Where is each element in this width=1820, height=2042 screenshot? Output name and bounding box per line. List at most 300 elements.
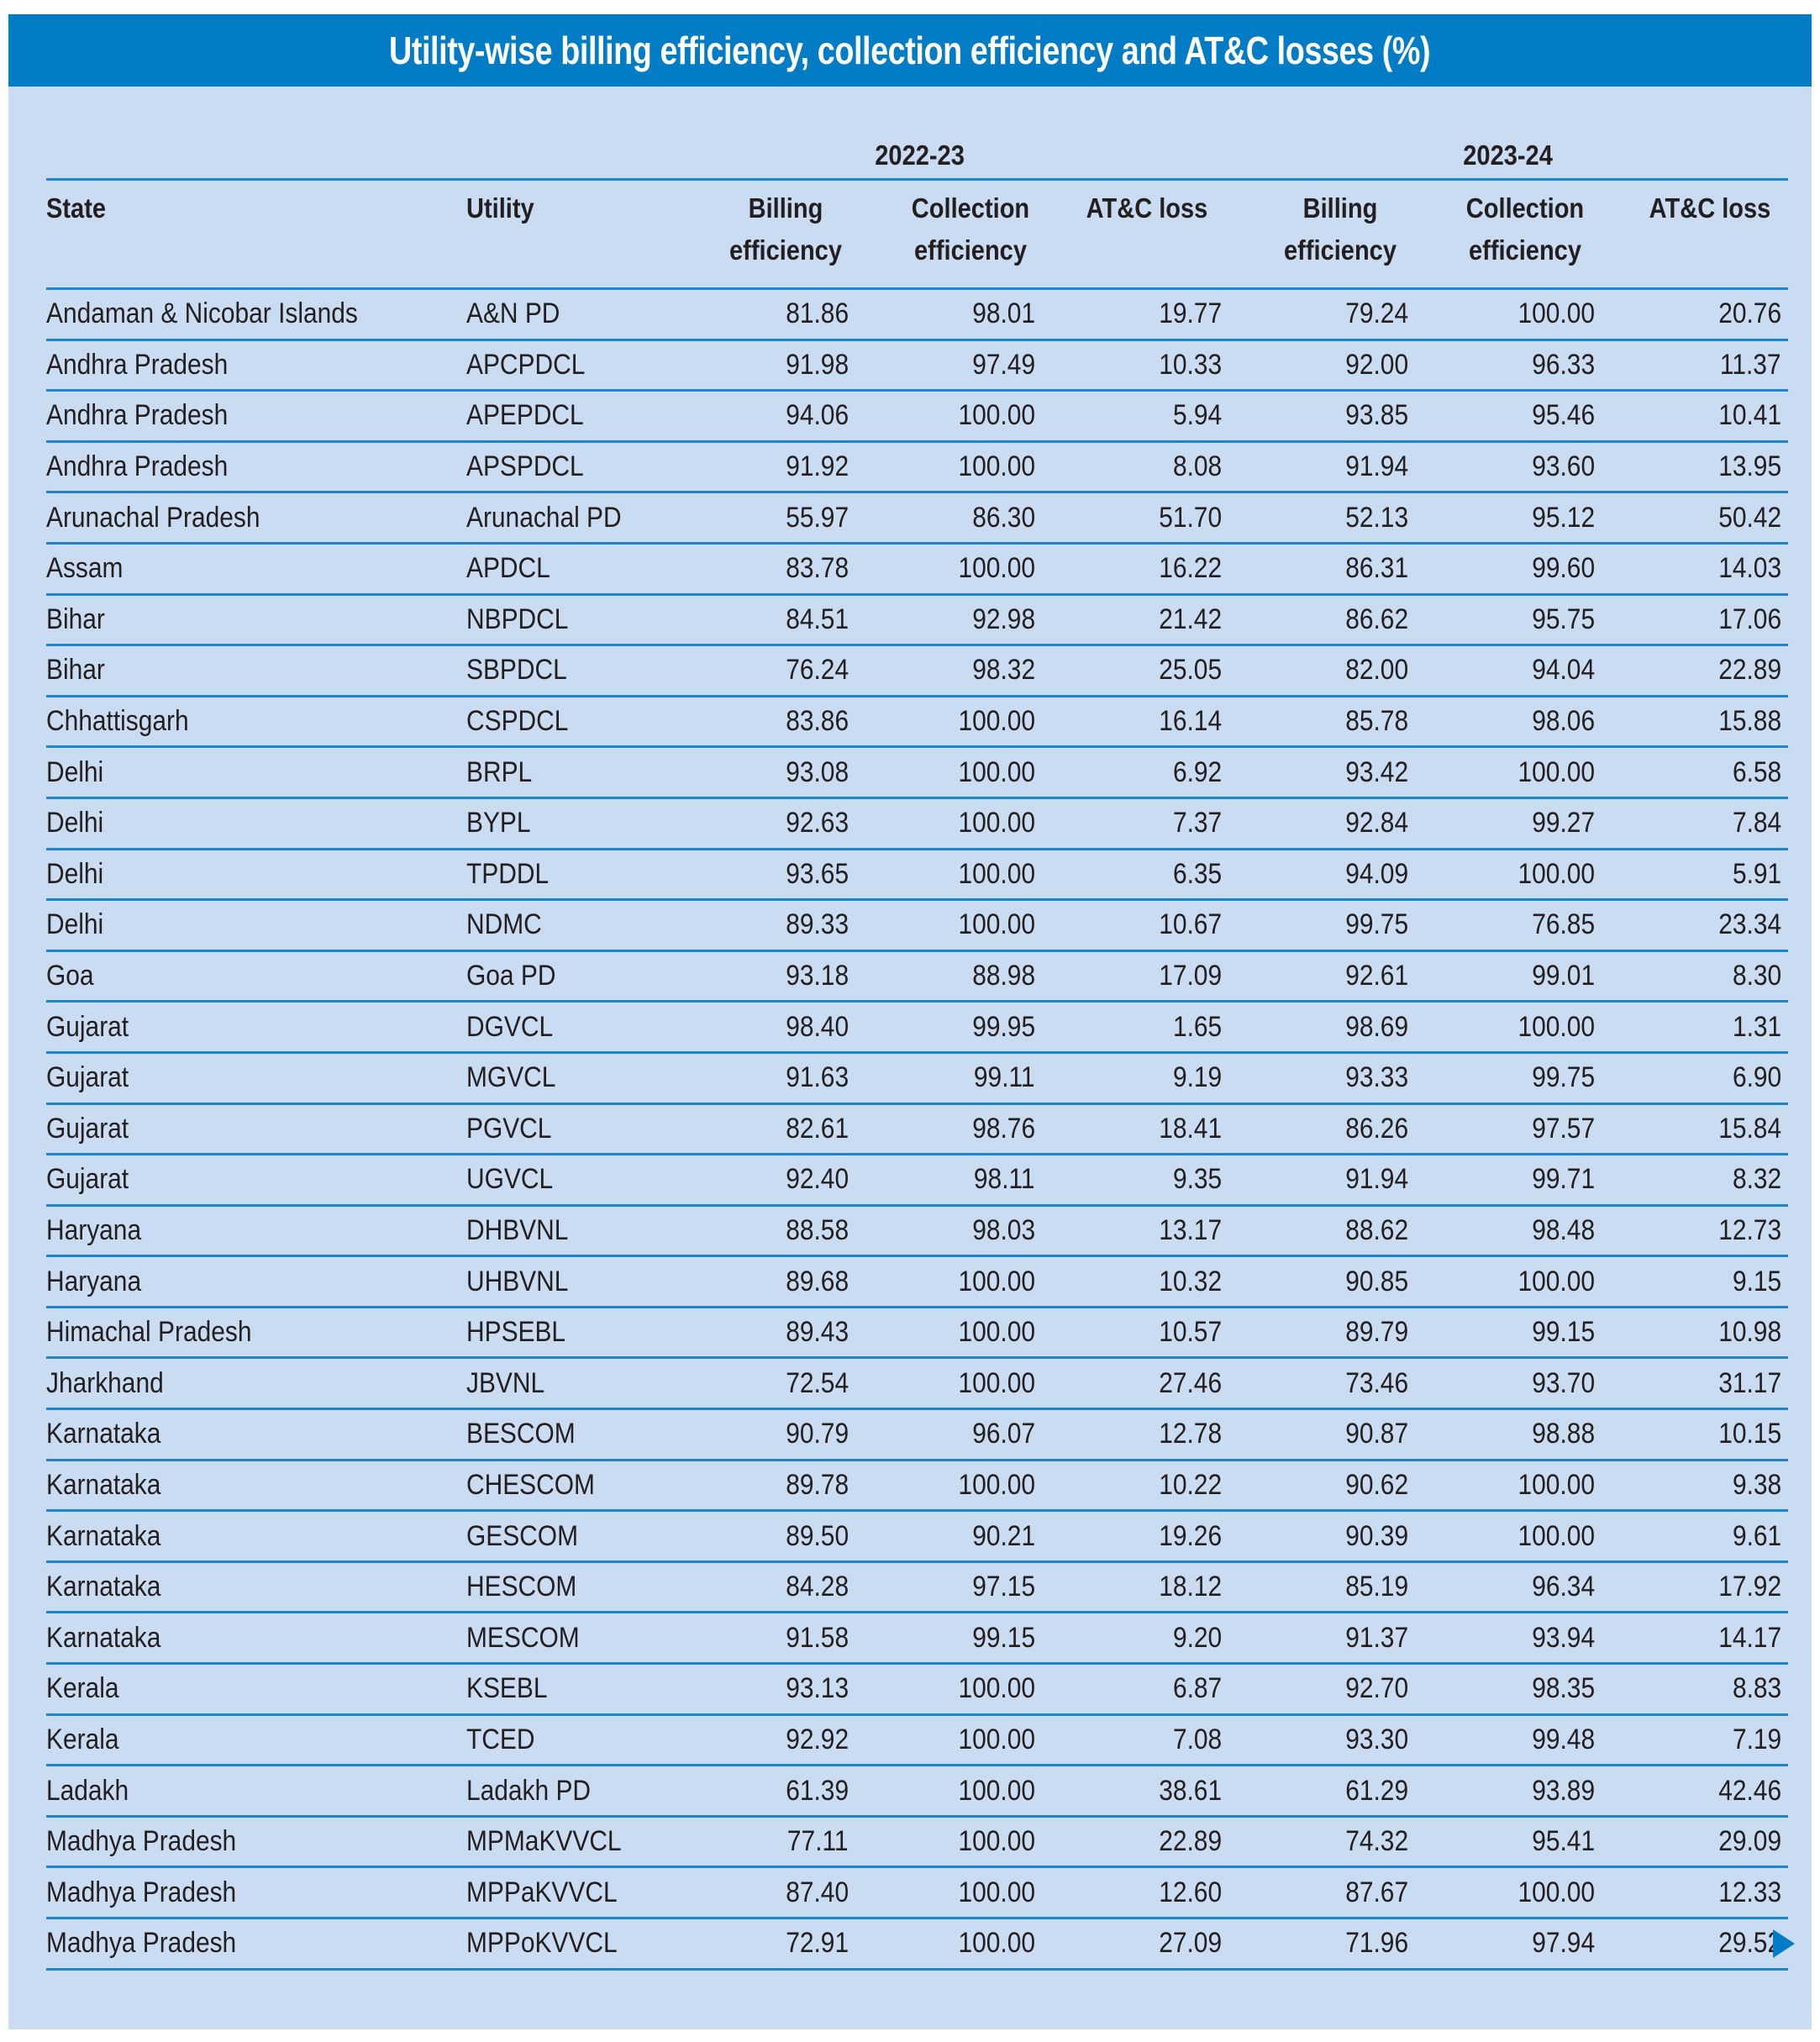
cell-billing-efficiency-2022-23: 94.06	[786, 399, 849, 432]
cell-atc-loss-2022-23: 21.42	[1159, 603, 1222, 635]
cell-atc-loss-2023-24: 9.61	[1732, 1519, 1781, 1552]
table-row	[46, 1665, 1788, 1716]
cell-atc-loss-2022-23: 6.87	[1172, 1672, 1222, 1705]
cell-collection-efficiency-2022-23: 100.00	[958, 1265, 1035, 1297]
cell-billing-efficiency-2023-24: 98.69	[1345, 1010, 1408, 1043]
cell-state: Karnataka	[46, 1468, 161, 1501]
cell-collection-efficiency-2022-23: 100.00	[958, 1468, 1035, 1501]
cell-atc-loss-2023-24: 12.73	[1718, 1213, 1781, 1246]
cell-atc-loss-2023-24: 20.76	[1718, 297, 1781, 330]
table-row	[46, 1461, 1788, 1513]
table-row	[46, 1410, 1788, 1461]
cell-atc-loss-2022-23: 19.77	[1159, 297, 1222, 330]
cell-billing-efficiency-2023-24: 85.78	[1345, 705, 1408, 738]
cell-collection-efficiency-2022-23: 90.21	[972, 1519, 1035, 1552]
cell-collection-efficiency-2023-24: 98.06	[1532, 705, 1595, 738]
table-row	[46, 1155, 1788, 1207]
table-row	[46, 1003, 1788, 1054]
cell-billing-efficiency-2023-24: 86.31	[1345, 552, 1408, 585]
triangle-right-icon[interactable]	[1773, 1929, 1795, 1958]
cell-utility: CSPDCL	[466, 705, 569, 738]
table-row	[46, 545, 1788, 596]
cell-atc-loss-2022-23: 10.33	[1159, 348, 1222, 381]
table-row	[46, 341, 1788, 392]
cell-utility: MGVCL	[466, 1061, 556, 1094]
cell-utility: APCPDCL	[466, 348, 586, 381]
cell-collection-efficiency-2022-23: 100.00	[958, 1774, 1035, 1807]
cell-collection-efficiency-2022-23: 97.15	[972, 1571, 1035, 1603]
cell-atc-loss-2023-24: 22.89	[1718, 654, 1781, 687]
cell-state: Gujarat	[46, 1112, 129, 1145]
cell-billing-efficiency-2022-23: 93.18	[786, 960, 849, 992]
cell-state: Haryana	[46, 1213, 142, 1246]
cell-atc-loss-2023-24: 12.33	[1718, 1876, 1781, 1908]
table-row	[46, 1105, 1788, 1156]
cell-collection-efficiency-2023-24: 100.00	[1518, 1468, 1595, 1501]
cell-collection-efficiency-2022-23: 99.95	[972, 1010, 1035, 1043]
cell-atc-loss-2022-23: 1.65	[1172, 1010, 1222, 1043]
cell-state: Karnataka	[46, 1621, 161, 1654]
cell-atc-loss-2023-24: 6.58	[1732, 755, 1781, 788]
cell-billing-efficiency-2022-23: 92.92	[786, 1723, 849, 1755]
cell-billing-efficiency-2022-23: 91.98	[786, 348, 849, 381]
cell-collection-efficiency-2023-24: 100.00	[1518, 755, 1595, 788]
cell-collection-efficiency-2023-24: 95.12	[1532, 501, 1595, 534]
cell-collection-efficiency-2023-24: 96.34	[1532, 1571, 1595, 1603]
cell-billing-efficiency-2023-24: 52.13	[1345, 501, 1408, 534]
cell-collection-efficiency-2022-23: 100.00	[958, 1825, 1035, 1858]
header-collection-efficiency-2022-23: Collection efficiency	[911, 192, 1030, 266]
cell-utility: UHBVNL	[466, 1265, 569, 1297]
cell-collection-efficiency-2023-24: 99.48	[1532, 1723, 1595, 1755]
cell-billing-efficiency-2023-24: 91.94	[1345, 1163, 1408, 1196]
cell-atc-loss-2022-23: 22.89	[1159, 1825, 1222, 1858]
cell-utility: BESCOM	[466, 1418, 576, 1450]
cell-billing-efficiency-2023-24: 73.46	[1345, 1366, 1408, 1399]
cell-collection-efficiency-2023-24: 98.48	[1532, 1213, 1595, 1246]
cell-state: Jharkhand	[46, 1366, 164, 1399]
cell-billing-efficiency-2022-23: 91.63	[786, 1061, 849, 1094]
cell-atc-loss-2022-23: 12.78	[1159, 1418, 1222, 1450]
cell-billing-efficiency-2023-24: 90.39	[1345, 1519, 1408, 1552]
header-atc-loss-2022-23: AT&C loss	[1086, 192, 1208, 224]
cell-state: Delhi	[46, 908, 104, 941]
table-row	[46, 443, 1788, 494]
cell-atc-loss-2022-23: 10.32	[1159, 1265, 1222, 1297]
table-row	[46, 1512, 1788, 1563]
header-collection-efficiency-2023-24: Collection efficiency	[1465, 192, 1585, 266]
header-atc-loss-2023-24: AT&C loss	[1649, 192, 1771, 224]
cell-billing-efficiency-2022-23: 77.11	[787, 1825, 849, 1858]
cell-atc-loss-2022-23: 25.05	[1159, 654, 1222, 687]
cell-atc-loss-2023-24: 9.38	[1732, 1468, 1781, 1501]
cell-atc-loss-2022-23: 16.14	[1159, 705, 1222, 738]
cell-utility: MPPoKVVCL	[466, 1927, 618, 1960]
cell-atc-loss-2023-24: 14.17	[1718, 1621, 1781, 1654]
table-row	[46, 1868, 1788, 1919]
cell-state: Delhi	[46, 755, 104, 788]
year-header-2022-23: 2022-23	[875, 139, 965, 171]
cell-state: Gujarat	[46, 1061, 129, 1094]
cell-atc-loss-2023-24: 13.95	[1718, 450, 1781, 483]
header-state: State	[46, 192, 107, 224]
cell-utility: HPSEBL	[466, 1316, 566, 1349]
cell-billing-efficiency-2023-24: 92.70	[1345, 1672, 1408, 1705]
header-billing-efficiency-2022-23: Billing efficiency	[729, 192, 842, 266]
cell-atc-loss-2022-23: 8.08	[1172, 450, 1222, 483]
table-row	[46, 1207, 1788, 1258]
cell-collection-efficiency-2022-23: 88.98	[972, 960, 1035, 992]
table-row	[46, 1818, 1788, 1869]
cell-collection-efficiency-2023-24: 95.41	[1532, 1825, 1595, 1858]
cell-utility: CHESCOM	[466, 1468, 595, 1501]
table-row	[46, 1766, 1788, 1818]
cell-billing-efficiency-2022-23: 82.61	[786, 1112, 849, 1145]
cell-billing-efficiency-2023-24: 92.61	[1345, 960, 1408, 992]
cell-collection-efficiency-2022-23: 98.76	[972, 1112, 1035, 1145]
cell-state: Assam	[46, 552, 124, 585]
cell-collection-efficiency-2022-23: 99.15	[972, 1621, 1035, 1654]
cell-atc-loss-2023-24: 29.52	[1718, 1927, 1781, 1960]
cell-billing-efficiency-2023-24: 82.00	[1345, 654, 1408, 687]
cell-atc-loss-2023-24: 10.15	[1718, 1418, 1781, 1450]
cell-atc-loss-2022-23: 18.12	[1159, 1571, 1222, 1603]
cell-utility: Ladakh PD	[466, 1774, 592, 1807]
cell-billing-efficiency-2023-24: 87.67	[1345, 1876, 1408, 1908]
cell-billing-efficiency-2022-23: 89.43	[786, 1316, 849, 1349]
cell-utility: MPMaKVVCL	[466, 1825, 622, 1858]
cell-billing-efficiency-2022-23: 91.58	[786, 1621, 849, 1654]
cell-state: Andaman & Nicobar Islands	[46, 297, 358, 330]
table-row	[46, 799, 1788, 850]
cell-utility: HESCOM	[466, 1571, 577, 1603]
table-row	[46, 1716, 1788, 1767]
cell-atc-loss-2022-23: 51.70	[1159, 501, 1222, 534]
table-row	[46, 646, 1788, 697]
cell-atc-loss-2023-24: 10.41	[1718, 399, 1781, 432]
cell-state: Karnataka	[46, 1571, 161, 1603]
table-panel	[8, 14, 1812, 2029]
cell-collection-efficiency-2022-23: 97.49	[972, 348, 1035, 381]
cell-atc-loss-2022-23: 18.41	[1159, 1112, 1222, 1145]
cell-state: Karnataka	[46, 1519, 161, 1552]
cell-collection-efficiency-2023-24: 97.57	[1532, 1112, 1595, 1145]
cell-billing-efficiency-2023-24: 94.09	[1345, 857, 1408, 890]
cell-collection-efficiency-2022-23: 86.30	[972, 501, 1035, 534]
data-table	[46, 87, 1788, 1971]
cell-collection-efficiency-2023-24: 93.89	[1532, 1774, 1595, 1807]
cell-atc-loss-2022-23: 6.35	[1172, 857, 1222, 890]
cell-utility: UGVCL	[466, 1163, 554, 1196]
cell-collection-efficiency-2022-23: 96.07	[972, 1418, 1035, 1450]
table-row	[46, 1613, 1788, 1665]
cell-utility: GESCOM	[466, 1519, 578, 1552]
cell-billing-efficiency-2022-23: 55.97	[786, 501, 849, 534]
cell-collection-efficiency-2022-23: 92.98	[972, 603, 1035, 635]
header-billing-efficiency-2023-24: Billing efficiency	[1284, 192, 1397, 266]
table-row	[46, 1359, 1788, 1410]
cell-billing-efficiency-2023-24: 74.32	[1345, 1825, 1408, 1858]
cell-billing-efficiency-2023-24: 93.33	[1345, 1061, 1408, 1094]
cell-atc-loss-2022-23: 12.60	[1159, 1876, 1222, 1908]
year-header-row	[46, 87, 1788, 181]
cell-billing-efficiency-2023-24: 61.29	[1345, 1774, 1408, 1807]
cell-collection-efficiency-2023-24: 93.94	[1532, 1621, 1595, 1654]
table-row	[46, 1563, 1788, 1614]
table-row	[46, 290, 1788, 341]
cell-state: Karnataka	[46, 1418, 161, 1450]
cell-collection-efficiency-2022-23: 98.03	[972, 1213, 1035, 1246]
cell-state: Himachal Pradesh	[46, 1316, 252, 1349]
header-utility: Utility	[466, 192, 534, 224]
cell-billing-efficiency-2022-23: 93.08	[786, 755, 849, 788]
cell-billing-efficiency-2022-23: 92.63	[786, 807, 849, 839]
cell-utility: NBPDCL	[466, 603, 569, 635]
cell-atc-loss-2023-24: 14.03	[1718, 552, 1781, 585]
cell-collection-efficiency-2022-23: 100.00	[958, 705, 1035, 738]
cell-atc-loss-2023-24: 42.46	[1718, 1774, 1781, 1807]
cell-billing-efficiency-2023-24: 89.79	[1345, 1316, 1408, 1349]
cell-state: Andhra Pradesh	[46, 450, 229, 483]
cell-billing-efficiency-2023-24: 86.26	[1345, 1112, 1408, 1145]
cell-utility: NDMC	[466, 908, 542, 941]
cell-state: Chhattisgarh	[46, 705, 189, 738]
cell-billing-efficiency-2022-23: 91.92	[786, 450, 849, 483]
cell-billing-efficiency-2022-23: 84.51	[786, 603, 849, 635]
cell-collection-efficiency-2023-24: 93.70	[1532, 1366, 1595, 1399]
cell-atc-loss-2022-23: 10.67	[1159, 908, 1222, 941]
cell-collection-efficiency-2022-23: 98.32	[972, 654, 1035, 687]
cell-atc-loss-2023-24: 31.17	[1718, 1366, 1781, 1399]
cell-atc-loss-2022-23: 27.46	[1159, 1366, 1222, 1399]
cell-billing-efficiency-2023-24: 99.75	[1345, 908, 1408, 941]
cell-state: Madhya Pradesh	[46, 1876, 237, 1908]
cell-collection-efficiency-2022-23: 100.00	[958, 807, 1035, 839]
cell-collection-efficiency-2023-24: 99.60	[1532, 552, 1595, 585]
cell-atc-loss-2023-24: 6.90	[1732, 1061, 1781, 1094]
cell-state: Kerala	[46, 1672, 119, 1705]
cell-billing-efficiency-2022-23: 83.86	[786, 705, 849, 738]
cell-state: Madhya Pradesh	[46, 1927, 237, 1960]
cell-billing-efficiency-2023-24: 90.85	[1345, 1265, 1408, 1297]
cell-atc-loss-2022-23: 7.37	[1172, 807, 1222, 839]
table-row	[46, 901, 1788, 952]
cell-state: Madhya Pradesh	[46, 1825, 237, 1858]
cell-billing-efficiency-2022-23: 90.79	[786, 1418, 849, 1450]
cell-state: Goa	[46, 960, 94, 992]
cell-atc-loss-2022-23: 19.26	[1159, 1519, 1222, 1552]
cell-billing-efficiency-2022-23: 89.78	[786, 1468, 849, 1501]
cell-atc-loss-2022-23: 9.19	[1172, 1061, 1222, 1094]
cell-billing-efficiency-2022-23: 87.40	[786, 1876, 849, 1908]
cell-atc-loss-2023-24: 17.92	[1718, 1571, 1781, 1603]
table-row	[46, 697, 1788, 749]
cell-billing-efficiency-2022-23: 98.40	[786, 1010, 849, 1043]
cell-collection-efficiency-2023-24: 76.85	[1532, 908, 1595, 941]
cell-utility: A&N PD	[466, 297, 560, 330]
cell-collection-efficiency-2023-24: 100.00	[1518, 1876, 1595, 1908]
cell-billing-efficiency-2022-23: 72.54	[786, 1366, 849, 1399]
cell-atc-loss-2023-24: 15.84	[1718, 1112, 1781, 1145]
table-title: Utility-wise billing efficiency, collection efficiency and AT&C losses (%)	[389, 29, 1431, 72]
table-row	[46, 1308, 1788, 1360]
cell-billing-efficiency-2022-23: 92.40	[786, 1163, 849, 1196]
cell-billing-efficiency-2022-23: 89.68	[786, 1265, 849, 1297]
cell-atc-loss-2022-23: 10.22	[1159, 1468, 1222, 1501]
cell-atc-loss-2022-23: 9.20	[1172, 1621, 1222, 1654]
cell-utility: TCED	[466, 1723, 535, 1755]
cell-state: Andhra Pradesh	[46, 399, 229, 432]
cell-atc-loss-2023-24: 7.84	[1732, 807, 1781, 839]
cell-collection-efficiency-2023-24: 98.88	[1532, 1418, 1595, 1450]
cell-atc-loss-2023-24: 17.06	[1718, 603, 1781, 635]
cell-atc-loss-2023-24: 10.98	[1718, 1316, 1781, 1349]
cell-utility: APDCL	[466, 552, 550, 585]
cell-state: Andhra Pradesh	[46, 348, 229, 381]
cell-utility: DHBVNL	[466, 1213, 569, 1246]
cell-collection-efficiency-2023-24: 99.15	[1532, 1316, 1595, 1349]
cell-collection-efficiency-2023-24: 99.71	[1532, 1163, 1595, 1196]
table-row	[46, 748, 1788, 799]
cell-atc-loss-2023-24: 8.32	[1732, 1163, 1781, 1196]
cell-collection-efficiency-2022-23: 100.00	[958, 908, 1035, 941]
cell-atc-loss-2023-24: 5.91	[1732, 857, 1781, 890]
cell-billing-efficiency-2023-24: 93.30	[1345, 1723, 1408, 1755]
cell-billing-efficiency-2022-23: 93.65	[786, 857, 849, 890]
cell-atc-loss-2022-23: 5.94	[1172, 399, 1222, 432]
cell-billing-efficiency-2023-24: 79.24	[1345, 297, 1408, 330]
cell-collection-efficiency-2023-24: 94.04	[1532, 654, 1595, 687]
cell-collection-efficiency-2022-23: 100.00	[958, 450, 1035, 483]
cell-billing-efficiency-2023-24: 91.37	[1345, 1621, 1408, 1654]
cell-state: Kerala	[46, 1723, 119, 1755]
cell-billing-efficiency-2022-23: 88.58	[786, 1213, 849, 1246]
column-header-row	[46, 181, 1788, 290]
cell-atc-loss-2022-23: 16.22	[1159, 552, 1222, 585]
cell-billing-efficiency-2022-23: 93.13	[786, 1672, 849, 1705]
cell-billing-efficiency-2023-24: 93.85	[1345, 399, 1408, 432]
cell-billing-efficiency-2023-24: 88.62	[1345, 1213, 1408, 1246]
cell-atc-loss-2023-24: 8.83	[1732, 1672, 1781, 1705]
table-row	[46, 596, 1788, 647]
cell-collection-efficiency-2022-23: 100.00	[958, 1672, 1035, 1705]
cell-collection-efficiency-2023-24: 96.33	[1532, 348, 1595, 381]
cell-atc-loss-2023-24: 9.15	[1732, 1265, 1781, 1297]
cell-atc-loss-2023-24: 23.34	[1718, 908, 1781, 941]
cell-state: Delhi	[46, 857, 104, 890]
cell-state: Haryana	[46, 1265, 142, 1297]
cell-billing-efficiency-2022-23: 76.24	[786, 654, 849, 687]
cell-utility: JBVNL	[466, 1366, 545, 1399]
table-body	[46, 290, 1788, 1971]
cell-collection-efficiency-2023-24: 95.46	[1532, 399, 1595, 432]
table-row	[46, 1919, 1788, 1971]
cell-collection-efficiency-2023-24: 95.75	[1532, 603, 1595, 635]
cell-collection-efficiency-2023-24: 99.01	[1532, 960, 1595, 992]
cell-billing-efficiency-2023-24: 85.19	[1345, 1571, 1408, 1603]
cell-state: Bihar	[46, 603, 105, 635]
cell-utility: TPDDL	[466, 857, 550, 890]
cell-collection-efficiency-2022-23: 100.00	[958, 857, 1035, 890]
cell-billing-efficiency-2023-24: 86.62	[1345, 603, 1408, 635]
cell-collection-efficiency-2022-23: 100.00	[958, 1316, 1035, 1349]
cell-atc-loss-2023-24: 8.30	[1732, 960, 1781, 992]
cell-collection-efficiency-2023-24: 93.60	[1532, 450, 1595, 483]
cell-atc-loss-2023-24: 15.88	[1718, 705, 1781, 738]
table-row	[46, 952, 1788, 1003]
table-row	[46, 850, 1788, 902]
cell-billing-efficiency-2023-24: 71.96	[1345, 1927, 1408, 1960]
cell-collection-efficiency-2022-23: 99.11	[974, 1061, 1035, 1094]
table-row	[46, 1257, 1788, 1308]
cell-state: Delhi	[46, 807, 104, 839]
cell-billing-efficiency-2023-24: 92.84	[1345, 807, 1408, 839]
cell-utility: APSPDCL	[466, 450, 584, 483]
year-header-2023-24: 2023-24	[1463, 139, 1554, 171]
cell-collection-efficiency-2022-23: 100.00	[958, 755, 1035, 788]
cell-utility: DGVCL	[466, 1010, 554, 1043]
cell-atc-loss-2022-23: 10.57	[1159, 1316, 1222, 1349]
cell-billing-efficiency-2022-23: 81.86	[786, 297, 849, 330]
cell-state: Bihar	[46, 654, 105, 687]
cell-utility: MESCOM	[466, 1621, 580, 1654]
title-bar	[8, 14, 1812, 87]
cell-state: Gujarat	[46, 1163, 129, 1196]
cell-atc-loss-2022-23: 17.09	[1159, 960, 1222, 992]
cell-collection-efficiency-2023-24: 98.35	[1532, 1672, 1595, 1705]
cell-atc-loss-2022-23: 7.08	[1172, 1723, 1222, 1755]
cell-atc-loss-2023-24: 1.31	[1732, 1010, 1781, 1043]
cell-atc-loss-2023-24: 11.37	[1720, 348, 1781, 381]
cell-billing-efficiency-2022-23: 72.91	[786, 1927, 849, 1960]
cell-billing-efficiency-2023-24: 90.87	[1345, 1418, 1408, 1450]
cell-collection-efficiency-2023-24: 100.00	[1518, 1265, 1595, 1297]
cell-collection-efficiency-2022-23: 98.01	[972, 297, 1035, 330]
cell-utility: SBPDCL	[466, 654, 567, 687]
cell-collection-efficiency-2023-24: 100.00	[1518, 1010, 1595, 1043]
cell-billing-efficiency-2023-24: 93.42	[1345, 755, 1408, 788]
cell-collection-efficiency-2023-24: 97.94	[1532, 1927, 1595, 1960]
cell-collection-efficiency-2023-24: 100.00	[1518, 297, 1595, 330]
table-row	[46, 1054, 1788, 1105]
cell-state: Gujarat	[46, 1010, 129, 1043]
cell-state: Arunachal Pradesh	[46, 501, 260, 534]
cell-atc-loss-2023-24: 7.19	[1732, 1723, 1781, 1755]
cell-collection-efficiency-2023-24: 99.27	[1532, 807, 1595, 839]
cell-collection-efficiency-2022-23: 100.00	[958, 552, 1035, 585]
cell-collection-efficiency-2022-23: 98.11	[974, 1163, 1035, 1196]
cell-atc-loss-2022-23: 9.35	[1172, 1163, 1222, 1196]
cell-collection-efficiency-2022-23: 100.00	[958, 1927, 1035, 1960]
cell-utility: PGVCL	[466, 1112, 552, 1145]
cell-billing-efficiency-2023-24: 90.62	[1345, 1468, 1408, 1501]
table-row	[46, 493, 1788, 545]
cell-utility: KSEBL	[466, 1672, 548, 1705]
cell-atc-loss-2022-23: 27.09	[1159, 1927, 1222, 1960]
table-row	[46, 392, 1788, 443]
cell-utility: BYPL	[466, 807, 531, 839]
cell-billing-efficiency-2022-23: 89.50	[786, 1519, 849, 1552]
cell-collection-efficiency-2022-23: 100.00	[958, 1876, 1035, 1908]
cell-collection-efficiency-2022-23: 100.00	[958, 1723, 1035, 1755]
cell-utility: BRPL	[466, 755, 533, 788]
cell-utility: MPPaKVVCL	[466, 1876, 618, 1908]
cell-collection-efficiency-2023-24: 100.00	[1518, 1519, 1595, 1552]
cell-billing-efficiency-2023-24: 91.94	[1345, 450, 1408, 483]
cell-atc-loss-2022-23: 13.17	[1159, 1213, 1222, 1246]
cell-billing-efficiency-2022-23: 83.78	[786, 552, 849, 585]
cell-utility: Goa PD	[466, 960, 556, 992]
